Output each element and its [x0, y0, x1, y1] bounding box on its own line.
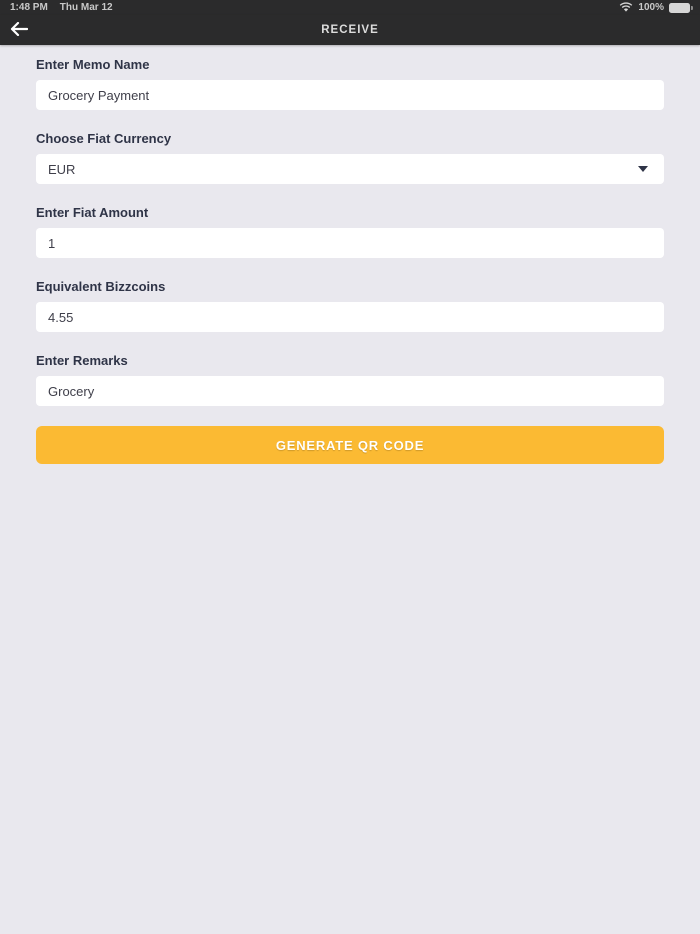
- fiat-currency-select[interactable]: [36, 154, 664, 184]
- generate-qr-code-button[interactable]: GENERATE QR CODE: [36, 426, 664, 464]
- equivalent-bizzcoins-input[interactable]: [36, 302, 664, 332]
- status-time: 1:48 PM: [10, 2, 48, 13]
- back-arrow-icon: [10, 22, 28, 39]
- nav-header: [0, 15, 700, 45]
- battery-percent: 100%: [638, 2, 664, 13]
- memo-name-input[interactable]: [36, 80, 664, 110]
- fiat-currency-value: EUR: [48, 161, 76, 177]
- chevron-down-icon: [638, 166, 648, 172]
- wifi-icon: [619, 2, 633, 13]
- fiat-amount-input[interactable]: [36, 228, 664, 258]
- remarks-input[interactable]: [36, 376, 664, 406]
- equivalent-bizzcoins-label: Equivalent Bizzcoins: [36, 279, 166, 294]
- memo-name-label: Enter Memo Name: [36, 57, 150, 72]
- receive-form: [0, 45, 700, 464]
- fiat-currency-label: Choose Fiat Currency: [36, 131, 172, 146]
- battery-icon: [669, 3, 690, 13]
- fiat-amount-label: Enter Fiat Amount: [36, 205, 149, 220]
- back-button[interactable]: [10, 15, 40, 45]
- remarks-label: Enter Remarks: [36, 353, 128, 368]
- page-title: RECEIVE: [321, 24, 379, 36]
- status-bar: [0, 0, 700, 15]
- status-date: Thu Mar 12: [59, 2, 113, 13]
